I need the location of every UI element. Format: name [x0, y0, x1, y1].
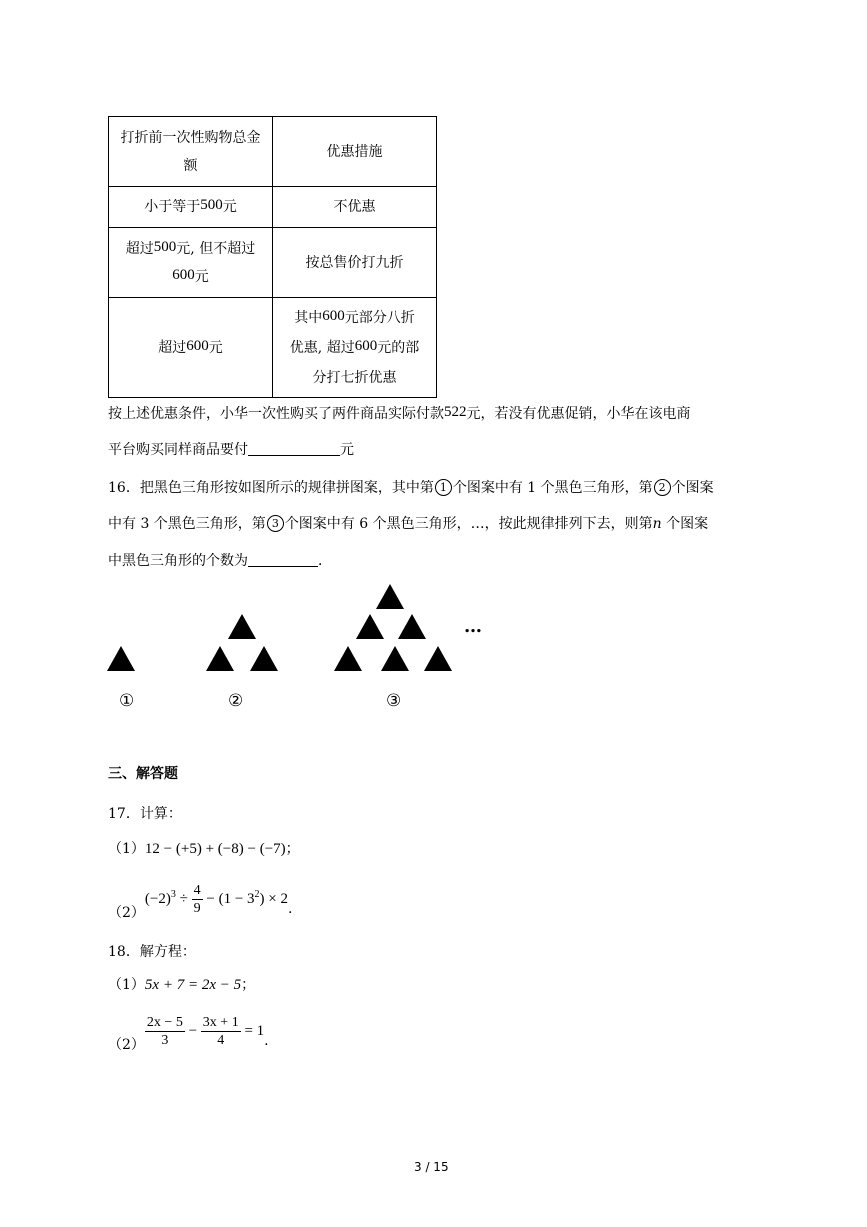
- cell-text: 超过: [125, 240, 154, 257]
- table-row: [109, 228, 437, 298]
- cell-text: 不优惠: [333, 199, 376, 215]
- numerator: 4: [193, 883, 201, 898]
- triangle-icon: [250, 646, 278, 671]
- math-expression: [144, 883, 288, 916]
- cell-text: 按总售价打九折: [305, 254, 404, 271]
- math-term: −: [184, 1022, 201, 1039]
- answer-blank[interactable]: [248, 437, 340, 456]
- answer-blank[interactable]: [248, 548, 318, 567]
- variable-n: n: [652, 516, 662, 532]
- cell-text: 元: [208, 339, 223, 356]
- cell-text: 小于等于: [144, 199, 201, 215]
- page-number: 3 / 15: [414, 1160, 449, 1174]
- cell-number: 600: [354, 337, 378, 354]
- math-term: − (1 − 3: [202, 890, 255, 907]
- figure-label-2: ②: [228, 691, 244, 711]
- q16-text: 16．把黑色三角形按如图所示的规律拼图案，其中第: [108, 480, 434, 496]
- table-header-cell: [109, 117, 273, 187]
- table-cell: [273, 298, 437, 398]
- part-label: （1）: [108, 977, 145, 993]
- cell-text: 元部分八折: [344, 309, 415, 326]
- numerator: 2x − 5: [146, 1015, 183, 1030]
- numerator: 3x + 1: [202, 1015, 239, 1030]
- circled-number: 1: [435, 479, 452, 496]
- section-heading: 三、解答题: [108, 766, 178, 782]
- header-measure: 优惠措施: [326, 143, 383, 160]
- q17-title: 17．计算：: [108, 806, 182, 822]
- table-row: [109, 187, 437, 228]
- triangle-pattern-figure: [100, 580, 500, 680]
- part-label: （2）: [108, 904, 145, 921]
- table-row: [109, 117, 437, 187]
- cell-number: 600: [322, 307, 345, 324]
- cell-number: 600: [172, 266, 195, 283]
- math-expression: 5x + 7 = 2x − 5: [144, 977, 242, 993]
- cell-number: 600: [186, 337, 209, 354]
- figure-label-1: ①: [119, 691, 135, 711]
- q15-text: 元，若没有优惠促销，小华在该电商: [466, 406, 691, 422]
- math-exponent: 3: [170, 888, 176, 900]
- punctuation: .: [264, 1032, 269, 1049]
- q16-text: 个图案: [661, 516, 709, 532]
- q15-line-2: [108, 434, 354, 466]
- part-label: （1）: [108, 841, 145, 857]
- figure-label-3: ③: [386, 691, 402, 711]
- punctuation: .: [288, 900, 293, 917]
- cell-number: 500: [153, 238, 177, 255]
- cell-number: 500: [200, 197, 223, 213]
- cell-text: 元的部: [377, 339, 420, 356]
- q15-line-1: [108, 398, 691, 430]
- fraction: [145, 1014, 185, 1049]
- ellipsis: …: [464, 616, 482, 637]
- circled-number: 2: [654, 479, 671, 496]
- q17-part-2: [108, 882, 293, 921]
- table-cell: [109, 228, 273, 298]
- triangle-icon: [228, 614, 256, 639]
- punctuation: ；: [285, 841, 300, 857]
- q17-part-1: [108, 838, 300, 858]
- punctuation: ；: [241, 977, 256, 993]
- cell-text: 其中: [294, 309, 323, 326]
- cell-text: 优惠, 超过: [289, 339, 355, 356]
- fraction: [192, 882, 203, 917]
- math-term: ÷: [175, 890, 192, 907]
- q16-line-3: [108, 545, 332, 577]
- denominator: 9: [193, 901, 201, 916]
- q18-part-2: [108, 1014, 269, 1053]
- triangle-icon: [398, 614, 426, 639]
- cell-text: 分打七折优惠: [312, 369, 397, 386]
- q16-text: 中有 3 个黑色三角形，第: [108, 516, 266, 532]
- q16-text: ．: [318, 553, 332, 569]
- q16-line-1: [108, 472, 714, 504]
- q16-text: 个图案中有 6 个黑色三角形，…，按此规律排列下去，则第: [284, 516, 653, 532]
- part-label: （2）: [108, 1036, 145, 1053]
- table-cell: [273, 187, 437, 228]
- math-exponent: 2: [254, 888, 260, 900]
- q16-text: 个图案: [671, 480, 714, 496]
- q16-text: 中黑色三角形的个数为: [108, 553, 248, 569]
- table-cell: [109, 298, 273, 398]
- cell-text: 元: [222, 199, 237, 215]
- denominator: 4: [217, 1033, 225, 1048]
- q15-text: 按上述优惠条件，小华一次性购买了两件商品实际付款: [108, 406, 444, 422]
- table-row: [109, 298, 437, 398]
- q15-number: 522: [444, 404, 467, 420]
- q15-text: 平台购买同样商品要付: [108, 442, 248, 458]
- triangle-icon: [376, 584, 404, 609]
- q18-title: 18．解方程：: [108, 944, 196, 960]
- table-header-cell: [273, 117, 437, 187]
- q18-part-1: [108, 974, 255, 994]
- math-term: = 1: [240, 1022, 265, 1039]
- triangle-icon: [356, 614, 384, 639]
- discount-table: [108, 116, 437, 398]
- denominator: 3: [161, 1033, 169, 1048]
- fraction: [201, 1014, 241, 1049]
- table-cell: [109, 187, 273, 228]
- triangle-icon: [424, 646, 452, 671]
- table-cell: [273, 228, 437, 298]
- math-expression: [145, 1015, 265, 1048]
- cell-text: 元: [194, 268, 209, 285]
- math-term: ) × 2: [259, 890, 288, 907]
- q16-line-2: [108, 508, 708, 540]
- triangle-icon: [381, 646, 409, 671]
- triangle-icon: [206, 646, 234, 671]
- math-term: (−2): [144, 890, 171, 907]
- cell-text: 超过: [158, 339, 187, 356]
- circled-number: 3: [267, 515, 284, 532]
- cell-text: 元, 但不超过: [176, 240, 256, 257]
- q16-text: 个图案中有 1 个黑色三角形，第: [452, 480, 653, 496]
- header-amount: 打折前一次性购物总金额: [120, 129, 261, 174]
- triangle-icon: [334, 646, 362, 671]
- math-expression: 12 − (+5) + (−8) − (−7): [144, 841, 286, 857]
- triangle-icon: [107, 646, 135, 671]
- q15-unit: 元: [340, 442, 354, 458]
